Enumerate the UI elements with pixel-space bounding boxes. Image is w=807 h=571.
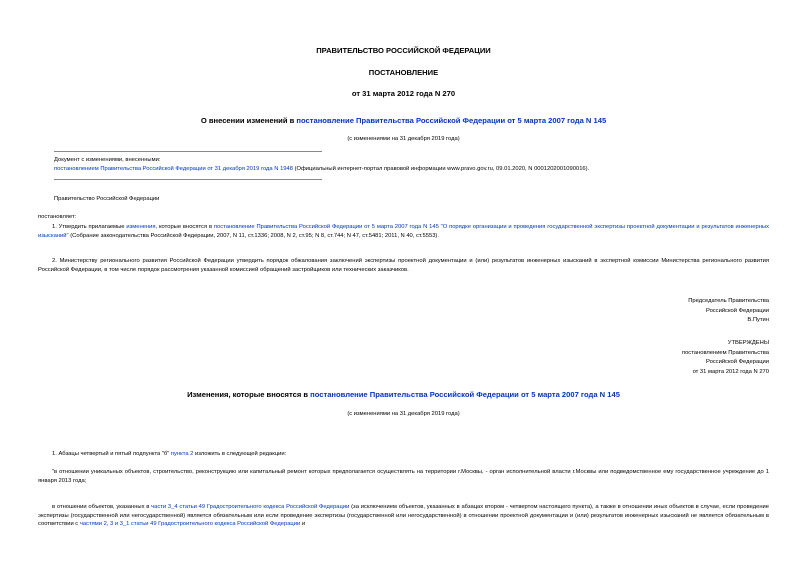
p1-link-decree[interactable]: постановление Правительства Российской Федерации от 5 марта 2007 года N 145 "О порядке организации и проведения государственной экспертизы проектной документации и результатов инженерных изысканий" [38, 224, 769, 239]
org-heading: ПРАВИТЕЛЬСТВО РОССИЙСКОЙ ФЕДЕРАЦИИ [316, 46, 491, 55]
signature-block [688, 297, 769, 326]
approved-line-3: от 31 марта 2012 года N 270 [692, 368, 769, 375]
title-prefix: О внесении изменений в [200, 116, 297, 125]
approved-line-2: Российской Федерации [705, 359, 769, 366]
changes-title-link[interactable]: постановление Правительства Российской Федерации от 5 марта 2007 года N 145 [310, 390, 620, 399]
c1-text-a: 1. Абзацы четвертый и пятый подпункта "б" [52, 451, 171, 457]
change-item-3 [38, 503, 769, 529]
c3-text-c: и [300, 521, 306, 528]
p1-link-changes[interactable]: изменения [126, 224, 156, 230]
approved-block [682, 339, 769, 377]
revision-note: (с изменениями на 31 декабря 2019 года) [347, 136, 460, 142]
signature-line-1: Председатель Правительства [688, 298, 769, 304]
divider-top [54, 151, 322, 152]
document-title [0, 116, 807, 125]
amendment-link[interactable]: постановлением Правительства Российской Федерации от 31 декабря 2019 года N 1948 [54, 166, 293, 172]
title-link[interactable]: постановление Правительства Российской Федерации от 5 марта 2007 года N 145 [296, 116, 607, 125]
doc-date-number: от 31 марта 2012 года N 270 [351, 89, 456, 98]
change-item-1 [38, 450, 769, 459]
c3-text-b: (за исключением объектов, указанных в абзацах втором - четвертом настоящего пункта), а также в отношении иных объектов в случае, если проведение экспертизы (государственной или негосударственной) является обязательным или если проведение экспертизы (государственной или негосударственной) в отношении проектной документации и (или) результатов инженерных изысканий не является обязательным в соответствии с [38, 504, 769, 528]
doc-type-heading: ПОСТАНОВЛЕНИЕ [368, 68, 439, 77]
amendments-line [54, 166, 589, 172]
approved-title: УТВЕРЖДЕНЫ [727, 340, 769, 346]
c3-link-part-3-4[interactable]: части 3_4 статьи 49 Градостроительного кодекса Российской Федерации [151, 504, 350, 510]
divider-bottom [54, 179, 322, 180]
p1-text-a: 1. Утвердить прилагаемые [52, 224, 127, 230]
changes-title [0, 390, 807, 399]
change-item-2: "в отношении уникальных объектов, строительство, реконструкцию или капитальный ремонт которых предполагается осуществлять на территории г.Москвы, - орган исполнительной власти г.Москвы или подведомственное ему государственное учреждение до 1 января 2013 года; [38, 469, 769, 484]
signature-name: В.Путин [747, 317, 769, 324]
c3-link-parts-2-3[interactable]: частями 2, 3 и 3_1 статьи 49 Градостроительного кодекса Российской Федерации [79, 521, 301, 528]
issuer: Правительство Российской Федерации [54, 196, 160, 202]
c1-link-point-2[interactable]: пункта 2 [170, 451, 194, 457]
changes-title-prefix: Изменения, которые вносятся в [187, 390, 311, 399]
amendment-source: (Официальный интернет-портал правовой информации www.pravo.gov.ru, 09.01.2020, N 0001202001090016). [292, 166, 590, 172]
c3-text-a: в отношении объектов, указанных в [52, 504, 152, 510]
paragraph-1 [38, 223, 769, 240]
changes-revision-note: (с изменениями на 31 декабря 2019 года) [347, 411, 460, 417]
paragraph-2: 2. Министерству регионального развития Российской Федерации утвердить порядок обжалования заключений экспертизы проектной документации и (или) результатов инженерных изысканий в экспертной комиссии Министерства регионального развития Российской Федерации, в том числе порядок рассмотрения указанной комиссией обращений застройщиков или технических заказчиков. [38, 258, 769, 273]
p1-text-c: (Собрание законодательства Российской Федерации, 2007, N 11, ст.1336; 2008, N 2, ст.95; N 8, ст.744; N 47, ст.5481; 2011, N 40, ст.5553). [68, 232, 439, 239]
decides-text: постановляет: [38, 214, 77, 220]
p1-text-b: , которые вносятся в [155, 224, 214, 230]
approved-line-1: постановлением Правительства [681, 349, 769, 356]
amendments-label: Документ с изменениями, внесенными: [54, 157, 161, 163]
signature-line-2: Российской Федерации [705, 307, 769, 314]
c1-text-b: изложить в следующей редакции: [193, 451, 287, 457]
